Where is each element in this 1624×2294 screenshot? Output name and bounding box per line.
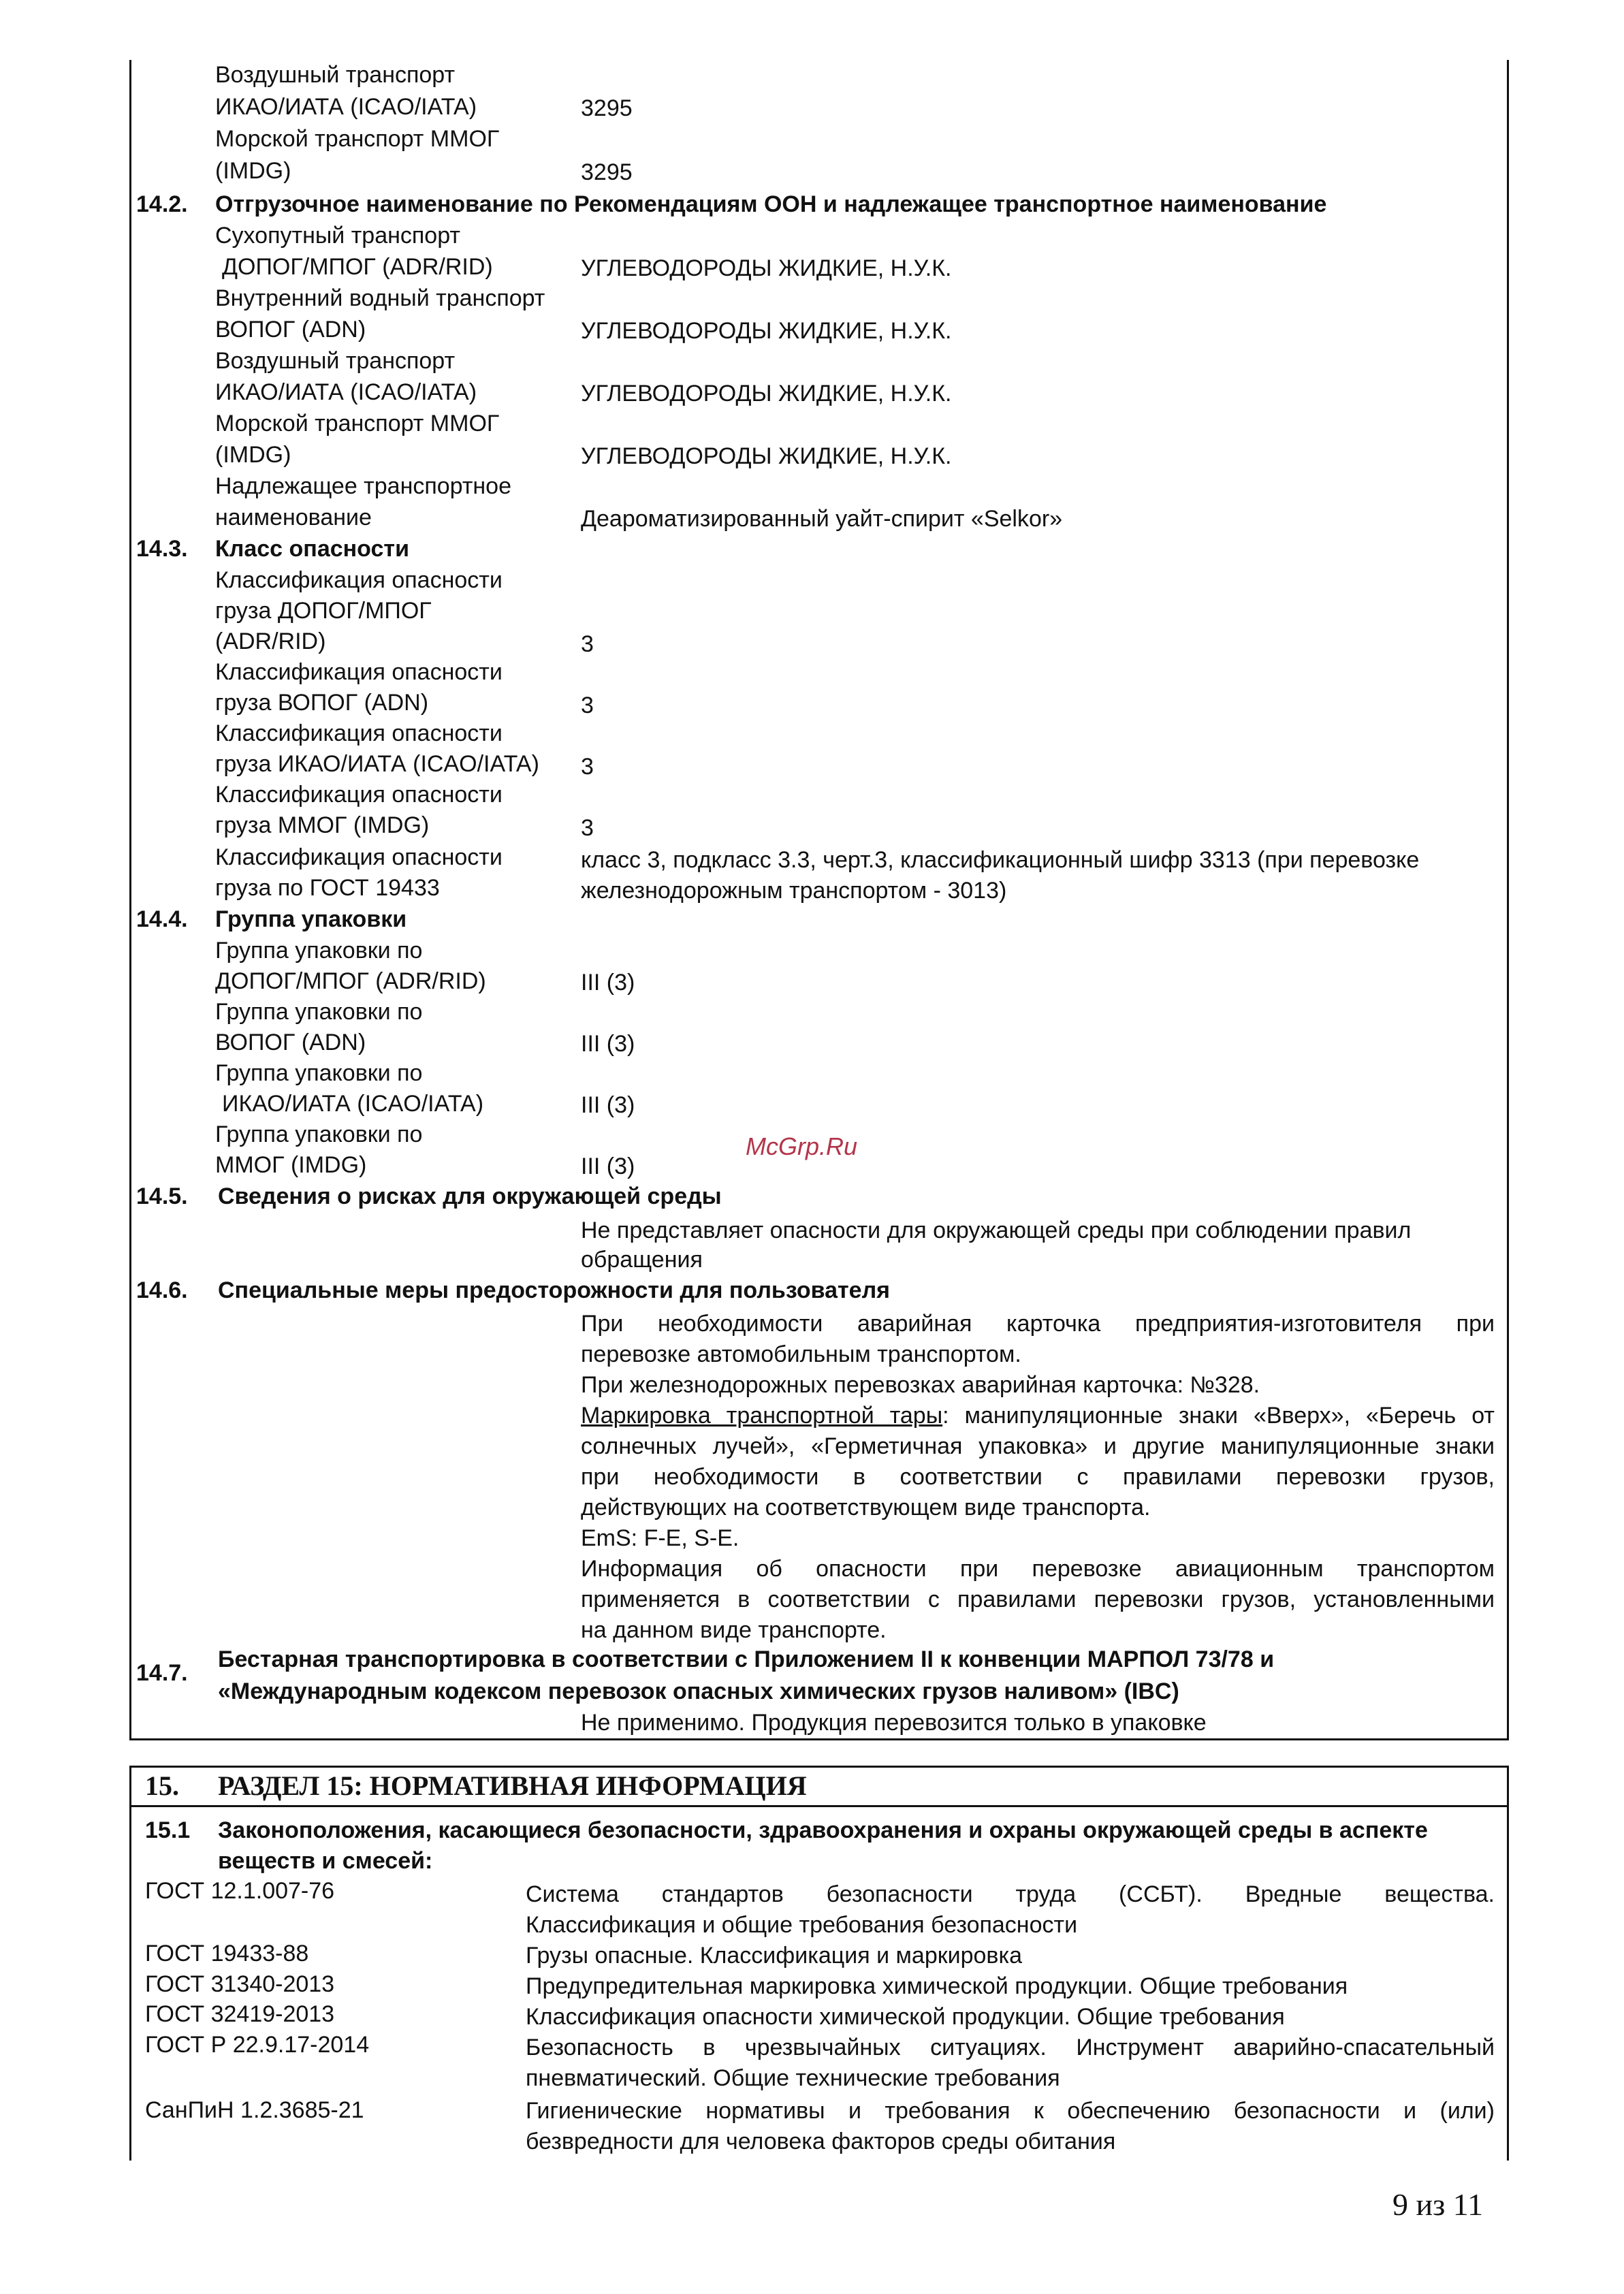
- air-transport-label: Воздушный транспорт: [215, 348, 456, 374]
- precautions-p5-line3: на данном виде транспорте.: [581, 1617, 887, 1643]
- regulation-code: СанПиН 1.2.3685-21: [145, 2097, 364, 2123]
- precautions-p3-line1-rest: : манипуляционные знаки «Вверх», «Беречь от: [942, 1403, 1495, 1429]
- precautions-p3-line4: действующих на соответствующем виде транспорта.: [581, 1495, 1151, 1520]
- precautions-p3-line3: при необходимости в соответствии с правилами перевозки грузов,: [581, 1464, 1495, 1490]
- watermark-text: McGrp.Ru: [746, 1132, 858, 1160]
- regulation-description-line1: Грузы опасные. Классификация и маркировка: [526, 1943, 1023, 1969]
- hazard-class-gost-label: Классификация опасности: [215, 844, 503, 870]
- regulation-code: ГОСТ 32419-2013: [145, 2001, 335, 2027]
- section-14-3-number: 14.3.: [136, 536, 188, 562]
- sea-transport-label-2: (IMDG): [215, 442, 291, 468]
- packing-group-icao-label-2: ИКАО/ИАТА (ICAO/IATA): [222, 1091, 484, 1117]
- precautions-p3-line1: [581, 1401, 1495, 1431]
- section-14-7-title-2: «Международным кодексом перевозок опасных химических грузов наливом» (IBC): [218, 1678, 1179, 1704]
- environment-risk-text: Не представляет опасности для окружающей среды при соблюдении правил: [581, 1217, 1412, 1243]
- land-transport-label: Сухопутный транспорт: [215, 223, 460, 249]
- packing-group-imdg-value: III (3): [581, 1153, 635, 1179]
- regulation-description: [526, 2033, 1495, 2094]
- sea-transport-label-2: (IMDG): [215, 158, 291, 184]
- regulation-description-line1: Классификация опасности химической продукции. Общие требования: [526, 2004, 1285, 2030]
- precautions-p1-line1: При необходимости аварийная карточка предприятия-изготовителя при: [581, 1311, 1495, 1337]
- inland-shipping-name: УГЛЕВОДОРОДЫ ЖИДКИЕ, Н.У.К.: [581, 318, 952, 344]
- hazard-class-icao-label-2: груза ИКАО/ИАТА (ICAO/IATA): [215, 751, 539, 777]
- hazard-class-adn-value: 3: [581, 692, 594, 718]
- precautions-p5-line1: Информация об опасности при перевозке авиационным транспортом: [581, 1556, 1495, 1582]
- regulation-description-line1: Система стандартов безопасности труда (ССБТ). Вредные вещества.: [526, 1881, 1495, 1907]
- sea-un-number: 3295: [581, 159, 633, 185]
- air-transport-label-2: ИКАО/ИАТА (ICAO/IATA): [215, 94, 477, 120]
- packing-group-imdg-label-2: ММОГ (IMDG): [215, 1152, 367, 1178]
- regulation-description-line2: пневматический. Общие технические требования: [526, 2065, 1060, 2091]
- section-15-title: РАЗДЕЛ 15: НОРМАТИВНАЯ ИНФОРМАЦИЯ: [218, 1770, 807, 1801]
- hazard-class-adr-value: 3: [581, 631, 594, 657]
- precautions-text-block: [581, 1309, 1495, 1646]
- section-14-7-title: Бестарная транспортировка в соответствии с Приложением II к конвенции МАРПОЛ 73/78 и: [218, 1646, 1275, 1672]
- inland-water-label-2: ВОПОГ (ADN): [215, 317, 366, 342]
- regulation-description-line2: Классификация и общие требования безопасности: [526, 1912, 1078, 1938]
- hazard-class-adn-label: Классификация опасности: [215, 659, 503, 685]
- sea-shipping-name: УГЛЕВОДОРОДЫ ЖИДКИЕ, Н.У.К.: [581, 443, 952, 469]
- precautions-p2: При железнодорожных перевозках аварийная карточка: №328.: [581, 1372, 1260, 1398]
- regulation-description: [526, 1941, 1495, 1971]
- packing-group-adr-value: III (3): [581, 970, 635, 995]
- regulation-description-line1: Предупредительная маркировка химической продукции. Общие требования: [526, 1973, 1348, 1999]
- section-14-6-number: 14.6.: [136, 1277, 188, 1303]
- sea-transport-label: Морской транспорт ММОГ: [215, 411, 500, 436]
- hazard-class-imdg-label: Классификация опасности: [215, 782, 503, 808]
- section-14-4-title: Группа упаковки: [215, 906, 407, 932]
- section-14-3-title: Класс опасности: [215, 536, 409, 562]
- air-transport-label-2: ИКАО/ИАТА (ICAO/IATA): [215, 379, 477, 405]
- section-15-number: 15.: [145, 1770, 179, 1801]
- sea-transport-label: Морской транспорт ММОГ: [215, 126, 500, 152]
- regulation-code: ГОСТ 19433-88: [145, 1941, 309, 1966]
- section-14-5-number: 14.5.: [136, 1183, 188, 1209]
- regulation-description-line1: Гигиенические нормативы и требования к обеспечению безопасности и (или): [526, 2098, 1495, 2124]
- hazard-class-gost-label-2: груза по ГОСТ 19433: [215, 875, 440, 901]
- precautions-p5-line2: применяется в соответствии с правилами перевозки грузов, установленными: [581, 1587, 1495, 1612]
- regulation-description: [526, 2002, 1495, 2033]
- hazard-class-adr-label-2: груза ДОПОГ/МПОГ: [215, 598, 432, 624]
- section-15-1-title: Законоположения, касающиеся безопасности, здравоохранения и охраны окружающей среды в аспекте: [218, 1817, 1428, 1843]
- regulation-code: ГОСТ 12.1.007-76: [145, 1878, 335, 1904]
- hazard-class-adn-label-2: груза ВОПОГ (ADN): [215, 690, 429, 716]
- hazard-class-adr-label-3: (ADR/RID): [215, 628, 326, 654]
- page-number: 9 из 11: [1392, 2187, 1484, 2222]
- bulk-transport-text: Не применимо. Продукция перевозится только в упаковке: [581, 1710, 1207, 1736]
- environment-risk-text-2: обращения: [581, 1247, 703, 1273]
- regulation-description-line1: Безопасность в чрезвычайных ситуациях. Инструмент аварийно-спасательный: [526, 2035, 1495, 2060]
- section-14-2-title: Отгрузочное наименование по Рекомендациям ООН и надлежащее транспортное наименование: [215, 191, 1327, 217]
- section-14-4-number: 14.4.: [136, 906, 188, 932]
- packing-group-imdg-label: Группа упаковки по: [215, 1121, 423, 1147]
- packing-group-icao-label: Группа упаковки по: [215, 1060, 423, 1086]
- section-15-1-number: 15.1: [145, 1817, 191, 1843]
- ems-codes: EmS: F-E, S-E.: [581, 1525, 739, 1551]
- land-transport-label-2: ДОПОГ/МПОГ (ADR/RID): [222, 254, 493, 280]
- precautions-p1-line2: перевозке автомобильным транспортом.: [581, 1341, 1021, 1367]
- packing-group-adr-label: Группа упаковки по: [215, 938, 423, 963]
- hazard-class-icao-label: Классификация опасности: [215, 720, 503, 746]
- regulation-description: [526, 1971, 1495, 2002]
- regulation-description: [526, 1879, 1495, 1941]
- section-15-header-divider: [129, 1805, 1509, 1807]
- air-transport-label: Воздушный транспорт: [215, 62, 456, 88]
- packing-group-adr-label-2: ДОПОГ/МПОГ (ADR/RID): [215, 968, 486, 994]
- hazard-class-imdg-value: 3: [581, 815, 594, 841]
- hazard-class-icao-value: 3: [581, 754, 594, 780]
- transport-marking-label: Маркировка транспортной тары: [581, 1403, 943, 1429]
- packing-group-adn-label-2: ВОПОГ (ADN): [215, 1030, 366, 1055]
- section-15-1-title-2: веществ и смесей:: [218, 1848, 433, 1874]
- section-14-7-number: 14.7.: [136, 1660, 188, 1686]
- proper-name-label: Надлежащее транспортное: [215, 473, 511, 499]
- proper-name-label-2: наименование: [215, 505, 372, 530]
- regulation-code: ГОСТ Р 22.9.17-2014: [145, 2032, 370, 2058]
- section-14-5-title: Сведения о рисках для окружающей среды: [218, 1183, 722, 1209]
- packing-group-adn-label: Группа упаковки по: [215, 999, 423, 1025]
- precautions-p3-line2: солнечных лучей», «Герметичная упаковка» и другие манипуляционные знаки: [581, 1433, 1495, 1459]
- air-un-number: 3295: [581, 95, 633, 121]
- regulation-code: ГОСТ 31340-2013: [145, 1971, 335, 1997]
- regulation-description: [526, 2096, 1495, 2157]
- land-shipping-name: УГЛЕВОДОРОДЫ ЖИДКИЕ, Н.У.К.: [581, 255, 952, 281]
- section-14-2-number: 14.2.: [136, 191, 188, 217]
- regulation-description-line2: безвредности для человека факторов среды обитания: [526, 2129, 1116, 2154]
- packing-group-icao-value: III (3): [581, 1092, 635, 1118]
- hazard-class-adr-label: Классификация опасности: [215, 567, 503, 593]
- hazard-class-imdg-label-2: груза ММОГ (IMDG): [215, 812, 430, 838]
- hazard-class-gost-value: класс 3, подкласс 3.3, черт.3, классификационный шифр 3313 (при перевозке: [581, 847, 1420, 873]
- section-14-6-title: Специальные меры предосторожности для пользователя: [218, 1277, 891, 1303]
- inland-water-label: Внутренний водный транспорт: [215, 285, 545, 311]
- air-shipping-name: УГЛЕВОДОРОДЫ ЖИДКИЕ, Н.У.К.: [581, 381, 952, 407]
- hazard-class-gost-value-2: железнодорожным транспортом - 3013): [581, 878, 1007, 904]
- packing-group-adn-value: III (3): [581, 1031, 635, 1057]
- proper-shipping-name: Деароматизированный уайт-спирит «Selkor»: [581, 506, 1063, 532]
